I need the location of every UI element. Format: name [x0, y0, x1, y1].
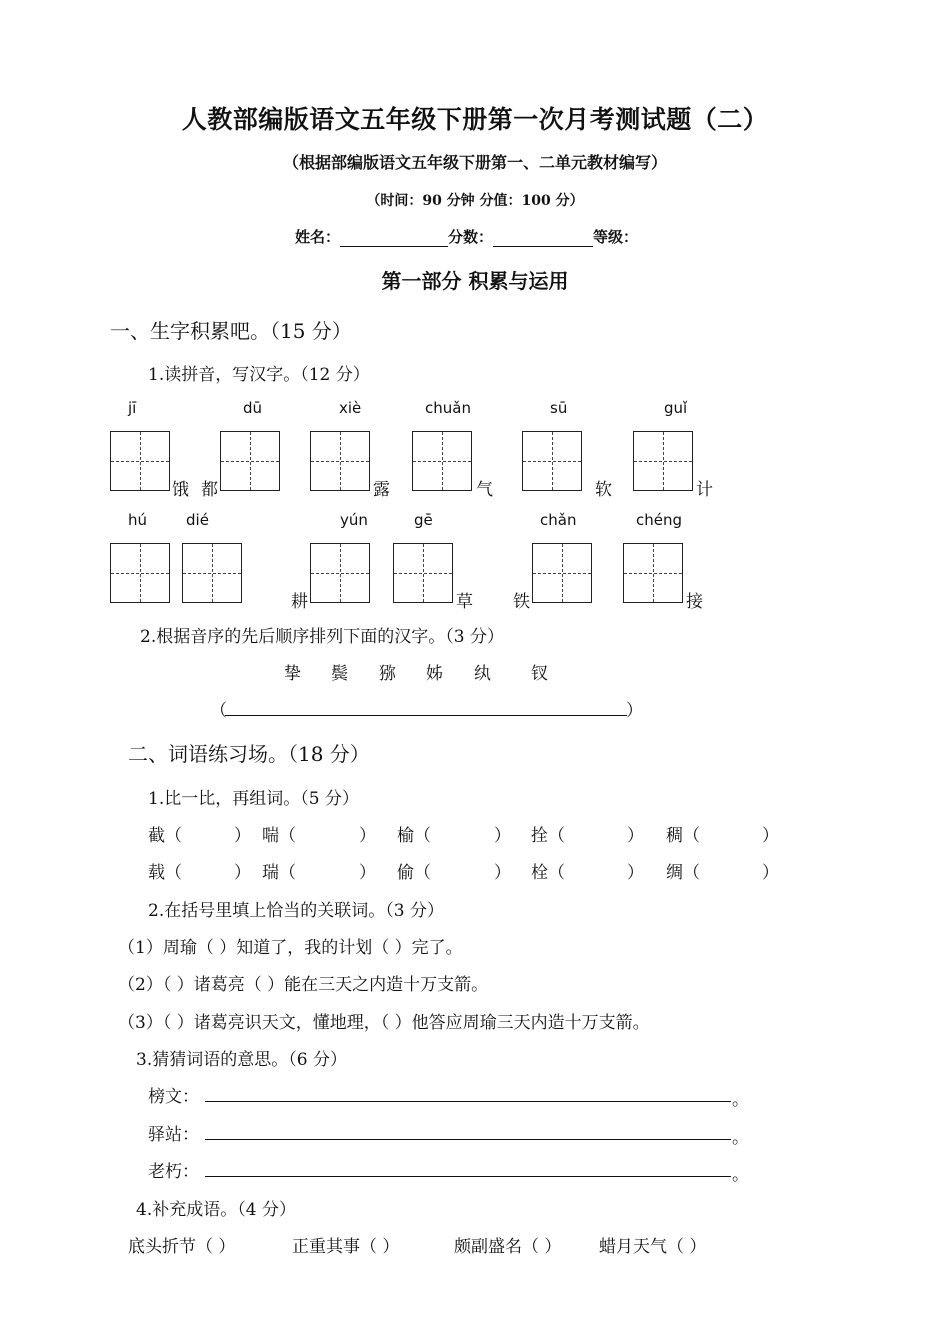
paren-close: ） [494, 863, 511, 883]
score-label: 分数： [448, 228, 494, 246]
answer-line[interactable] [205, 1101, 731, 1102]
writing-box[interactable] [110, 431, 170, 491]
paren-close: ） [234, 826, 251, 846]
writing-box[interactable] [393, 543, 453, 603]
pinyin: xiè [339, 399, 362, 417]
section1-heading: 一、生字积累吧。（15 分） [110, 319, 352, 343]
context-char: 饿 [172, 480, 189, 500]
section2-q3-label: 3.猜猜词语的意思。（6 分） [136, 1050, 347, 1070]
paren-close: ） [762, 826, 779, 846]
context-char: 气 [476, 480, 493, 500]
open-paren: （ [210, 701, 227, 721]
fill-line: （1）周瑜（ ）知道了，我的计划（ ）完了。 [118, 938, 463, 958]
compare-char: 截（ [148, 826, 182, 846]
student-info [295, 226, 638, 247]
pinyin: dū [243, 399, 263, 417]
writing-box[interactable] [522, 431, 582, 491]
context-char: 接 [686, 592, 703, 612]
pinyin: guǐ [664, 399, 688, 417]
paren-close: ） [762, 863, 779, 883]
name-label: 姓名： [295, 228, 341, 246]
compare-char: 栓（ [531, 863, 565, 883]
section2-q4-label: 4.补充成语。（4 分） [136, 1200, 296, 1220]
page-title: 人教部编版语文五年级下册第一次月考测试题（二） [181, 105, 769, 134]
writing-box[interactable] [310, 543, 370, 603]
section1-q2-label: 2.根据音序的先后顺序排列下面的汉字。（3 分） [140, 627, 504, 647]
sort-char: 姊 [426, 664, 443, 684]
compare-char: 载（ [148, 863, 182, 883]
writing-box[interactable] [532, 543, 592, 603]
exam-meta: （时间：90 分钟 分值：100 分） [366, 193, 584, 209]
paren-close: ） [359, 826, 376, 846]
context-char: 计 [696, 480, 713, 500]
context-char: 草 [456, 592, 473, 612]
paren-close: ） [494, 826, 511, 846]
pinyin: hú [128, 511, 148, 529]
paren-close: ） [627, 826, 644, 846]
part-title: 第一部分 积累与运用 [381, 269, 569, 293]
sort-char: 钗 [531, 664, 548, 684]
sort-char: 挚 [284, 664, 301, 684]
writing-box[interactable] [412, 431, 472, 491]
sort-char: 纨 [474, 664, 491, 684]
pinyin: gē [414, 511, 433, 529]
paren-close: ） [234, 863, 251, 883]
context-char: 耕 [291, 592, 308, 612]
idiom-item: 正重其事（ ） [292, 1237, 400, 1257]
compare-char: 榆（ [397, 826, 431, 846]
fill-line: （2）（ ）诸葛亮（ ）能在三天之内造十万支箭。 [118, 975, 489, 995]
close-paren: ） [626, 701, 643, 721]
context-char: 露 [373, 480, 390, 500]
pinyin: jī [128, 399, 137, 417]
answer-line[interactable] [205, 1139, 731, 1140]
sort-char: 猕 [379, 664, 396, 684]
answer-line[interactable] [225, 715, 627, 716]
pinyin: chǎn [540, 511, 577, 529]
idiom-item: 底头折节（ ） [128, 1237, 236, 1257]
compare-char: 稠（ [666, 826, 700, 846]
subtitle: （根据部编版语文五年级下册第一、二单元教材编写） [282, 153, 667, 172]
pinyin: chuǎn [425, 399, 471, 417]
writing-box[interactable] [220, 431, 280, 491]
idiom-item: 颇副盛名（ ） [454, 1237, 562, 1257]
period: 。 [732, 1128, 749, 1148]
compare-char: 瑞（ [262, 863, 296, 883]
name-field[interactable] [340, 230, 448, 247]
section2-q1-label: 1.比一比，再组词。（5 分） [148, 789, 359, 809]
writing-box[interactable] [110, 543, 170, 603]
paren-close: ） [627, 863, 644, 883]
compare-char: 拴（ [531, 826, 565, 846]
term-label: 驿站： [148, 1125, 199, 1145]
compare-char: 绸（ [666, 863, 700, 883]
sort-char: 鬓 [331, 664, 348, 684]
pinyin: sū [550, 399, 568, 417]
period: 。 [732, 1165, 749, 1185]
paren-close: ） [359, 863, 376, 883]
grade-label: 等级： [593, 228, 639, 246]
pinyin: yún [340, 511, 368, 529]
section2-heading: 二、词语练习场。（18 分） [128, 742, 370, 766]
compare-char: 喘（ [262, 826, 296, 846]
period: 。 [732, 1090, 749, 1110]
term-label: 老朽： [148, 1162, 199, 1182]
idiom-item: 蜡月天气（ ） [599, 1237, 707, 1257]
section1-q1-label: 1.读拼音，写汉字。（12 分） [148, 365, 370, 385]
compare-char: 偷（ [397, 863, 431, 883]
score-field[interactable] [493, 230, 593, 247]
pinyin: dié [186, 511, 209, 529]
pinyin: chéng [636, 511, 683, 529]
term-label: 榜文： [148, 1087, 199, 1107]
writing-box[interactable] [633, 431, 693, 491]
writing-box[interactable] [182, 543, 242, 603]
section2-q2-label: 2.在括号里填上恰当的关联词。（3 分） [148, 901, 444, 921]
context-char: 都 [201, 480, 218, 500]
writing-box[interactable] [623, 543, 683, 603]
writing-box[interactable] [310, 431, 370, 491]
answer-line[interactable] [205, 1176, 731, 1177]
context-char: 铁 [513, 592, 530, 612]
context-char: 软 [595, 480, 612, 500]
fill-line: （3）（ ）诸葛亮识天文，懂地理，（ ）他答应周瑜三天内造十万支箭。 [118, 1013, 650, 1033]
